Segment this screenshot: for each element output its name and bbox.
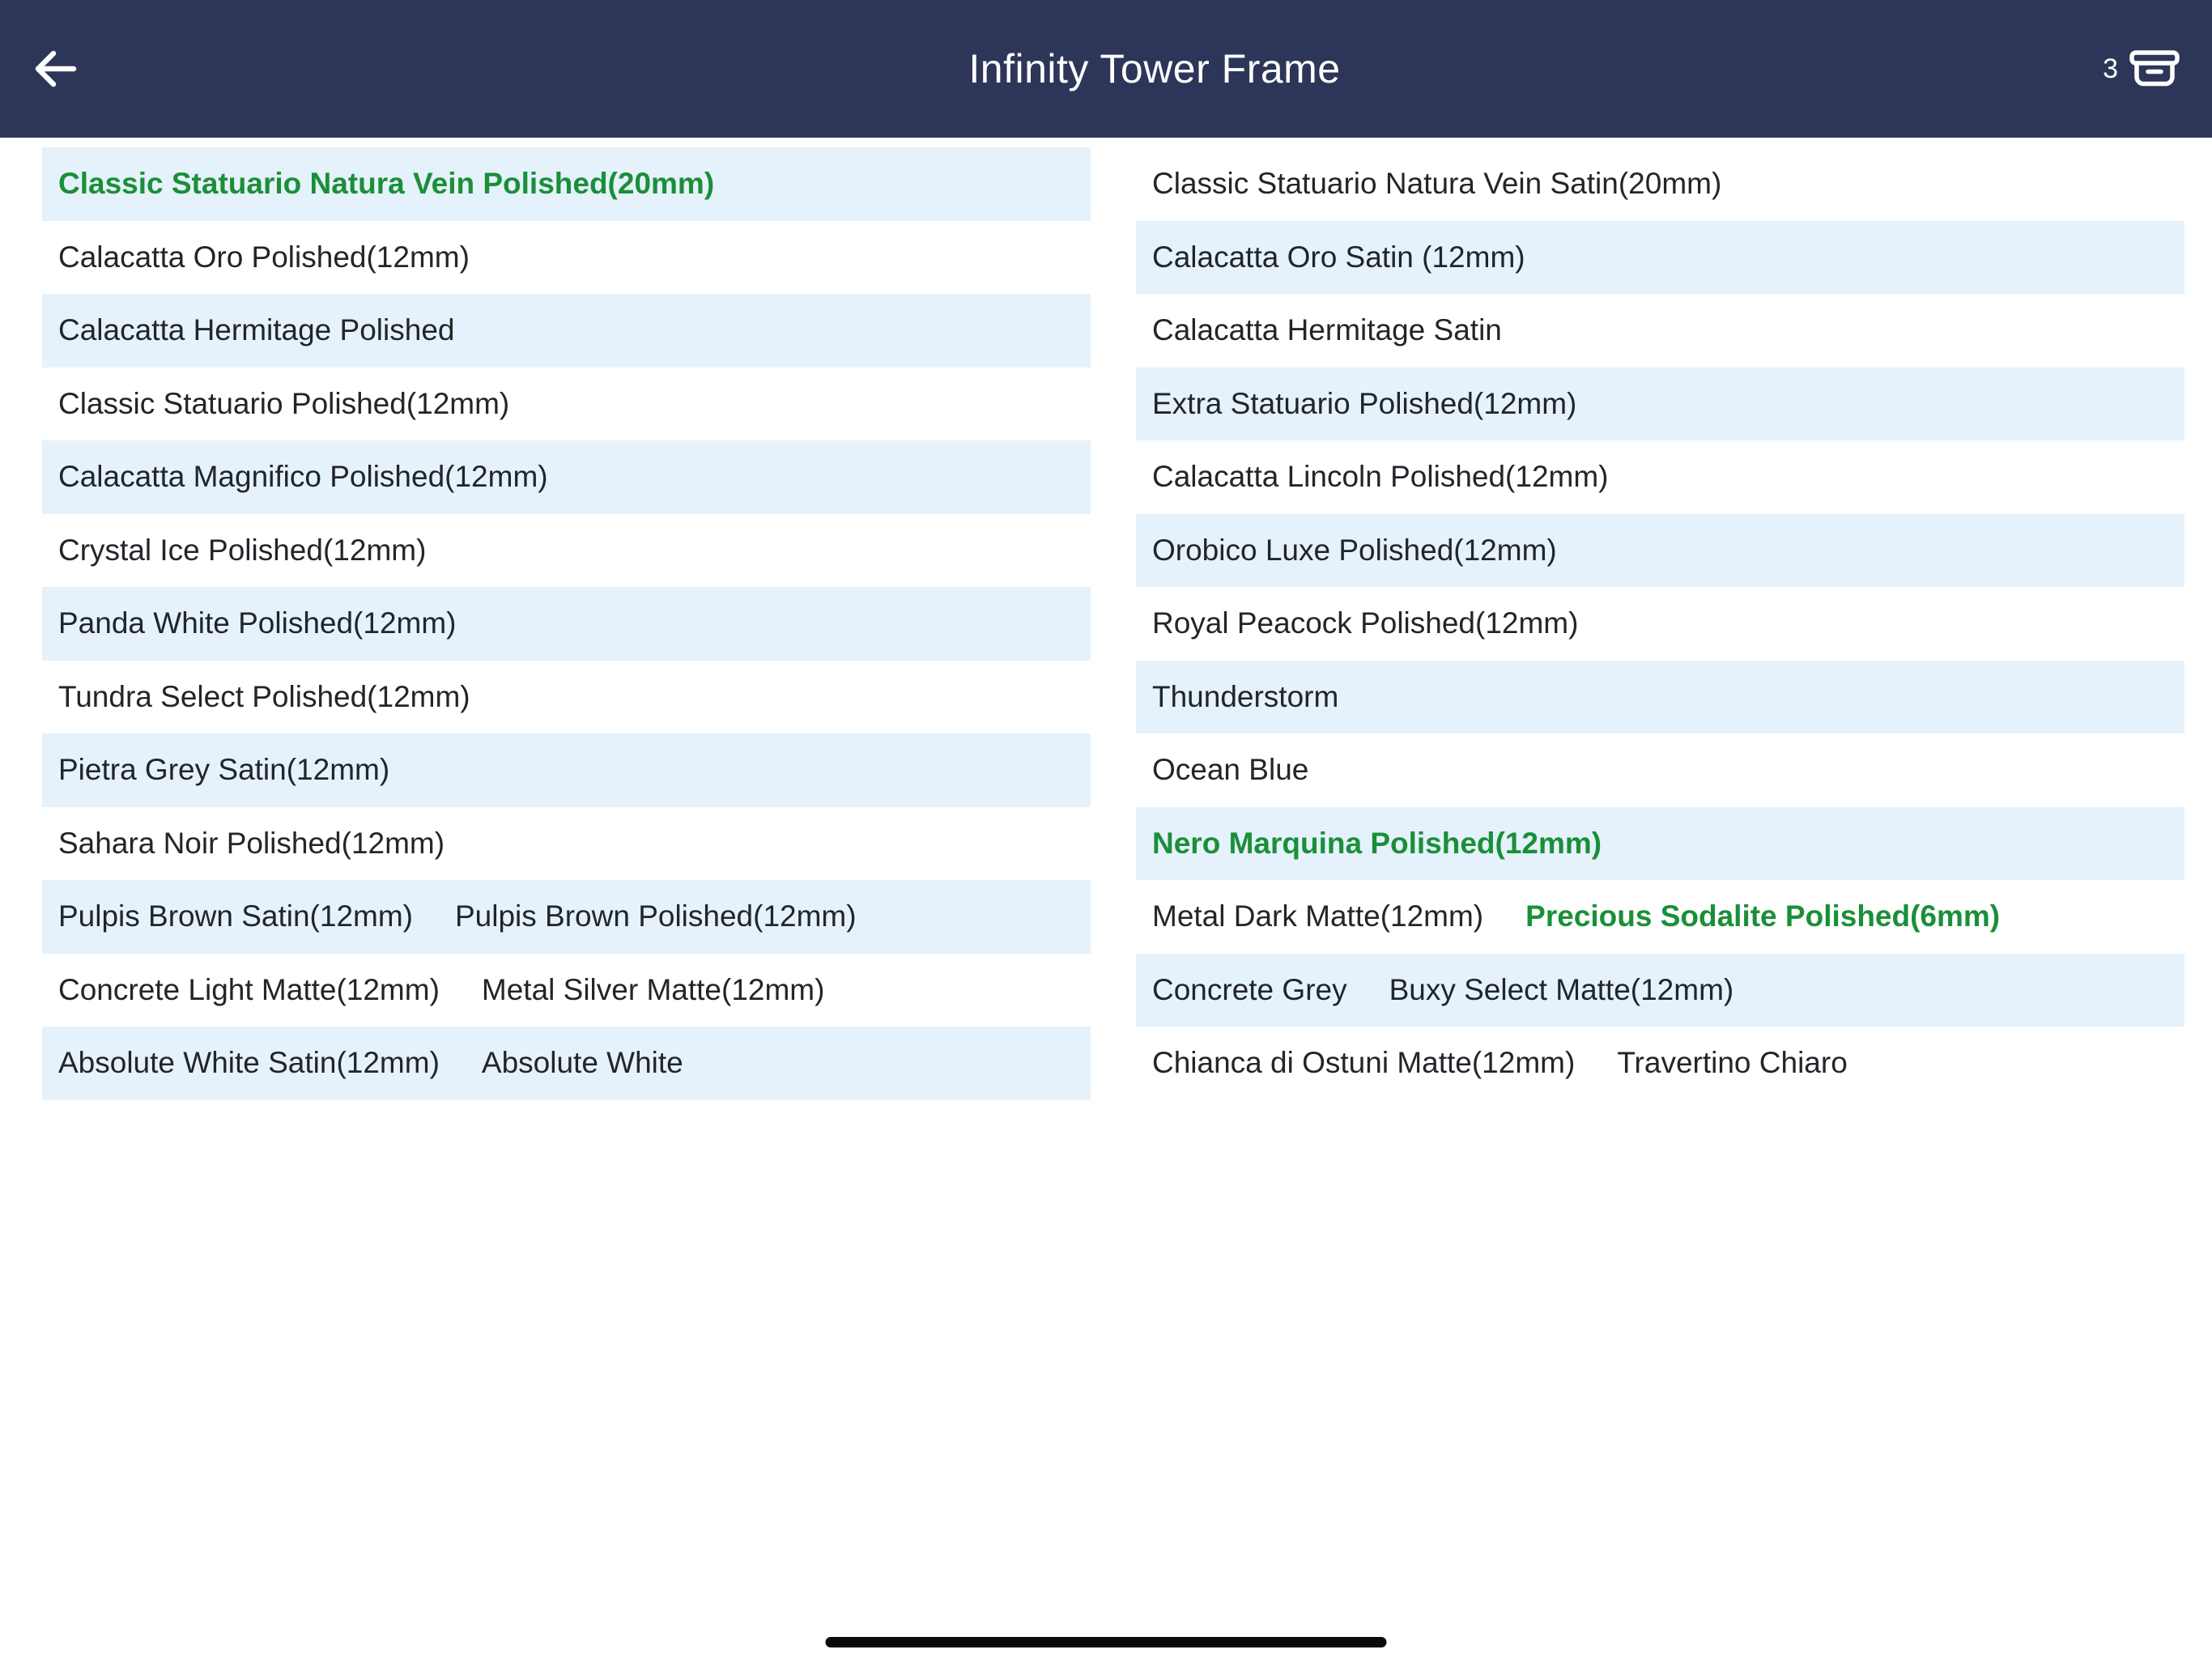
finish-row: [42, 1027, 1091, 1100]
finish-item[interactable]: Orobico Luxe Polished(12mm): [1152, 533, 1557, 567]
finish-row: [1136, 440, 2184, 514]
finish-item[interactable]: Pietra Grey Satin(12mm): [58, 753, 390, 787]
finish-item[interactable]: Calacatta Oro Satin (12mm): [1152, 240, 1525, 274]
finish-row: [1136, 221, 2184, 295]
finish-row: [42, 221, 1091, 295]
finish-row: [42, 587, 1091, 661]
finish-row: [1136, 954, 2184, 1027]
page-title: Infinity Tower Frame: [968, 46, 1341, 91]
finish-item[interactable]: Thunderstorm: [1152, 679, 1339, 713]
finish-item[interactable]: Chianca di Ostuni Matte(12mm): [1152, 1046, 1576, 1080]
finish-row: [42, 294, 1091, 368]
finish-item[interactable]: Calacatta Hermitage Satin: [1152, 313, 1502, 347]
finish-item-selected[interactable]: Precious Sodalite Polished(6mm): [1525, 899, 2001, 933]
finish-row: [42, 661, 1091, 734]
finish-item[interactable]: Extra Statuario Polished(12mm): [1152, 386, 1577, 420]
saved-count: 3: [2103, 53, 2118, 84]
finish-item[interactable]: Royal Peacock Polished(12mm): [1152, 606, 1579, 640]
finish-item[interactable]: Calacatta Hermitage Polished: [58, 313, 455, 347]
finish-item[interactable]: Absolute White: [481, 1046, 683, 1080]
finish-row: [42, 514, 1091, 588]
finish-row: [1136, 1027, 2184, 1100]
finish-row: [1136, 880, 2184, 954]
finish-item[interactable]: Tundra Select Polished(12mm): [58, 679, 470, 713]
finish-item[interactable]: Calacatta Lincoln Polished(12mm): [1152, 460, 1609, 494]
back-button[interactable]: [32, 30, 110, 108]
finish-row: [1136, 294, 2184, 368]
finish-row: [1136, 733, 2184, 807]
finish-column-left: [42, 147, 1091, 1100]
finish-row: [42, 733, 1091, 807]
finish-row: [1136, 587, 2184, 661]
finish-column-right: [1136, 147, 2184, 1100]
app-bar: [0, 0, 2212, 138]
finish-item[interactable]: Concrete Grey: [1152, 972, 1347, 1006]
archive-button[interactable]: [2129, 50, 2180, 87]
finish-item[interactable]: Classic Statuario Natura Vein Satin(20mm): [1152, 167, 1722, 201]
finish-item[interactable]: Panda White Polished(12mm): [58, 606, 457, 640]
finish-item[interactable]: Metal Dark Matte(12mm): [1152, 899, 1484, 933]
finish-row: [1136, 661, 2184, 734]
finish-row: [1136, 368, 2184, 441]
finish-item[interactable]: Concrete Light Matte(12mm): [58, 972, 440, 1006]
finish-item[interactable]: Calacatta Oro Polished(12mm): [58, 240, 470, 274]
finish-item[interactable]: Metal Silver Matte(12mm): [481, 972, 825, 1006]
finish-row: [1136, 147, 2184, 221]
finish-item-selected[interactable]: Classic Statuario Natura Vein Polished(20mm): [58, 167, 715, 201]
finish-row: [42, 880, 1091, 954]
back-arrow-icon: [32, 46, 78, 91]
finish-item[interactable]: Buxy Select Matte(12mm): [1389, 972, 1734, 1006]
finish-row: [1136, 514, 2184, 588]
finish-list: [0, 138, 2212, 1100]
archive-box-icon: [2129, 50, 2180, 87]
home-indicator[interactable]: [826, 1637, 1387, 1647]
finish-item[interactable]: Travertino Chiaro: [1617, 1046, 1848, 1080]
finish-item[interactable]: Pulpis Brown Satin(12mm): [58, 899, 413, 933]
finish-item[interactable]: Pulpis Brown Polished(12mm): [454, 899, 857, 933]
finish-row: [42, 954, 1091, 1027]
finish-item[interactable]: Calacatta Magnifico Polished(12mm): [58, 460, 548, 494]
finish-item-selected[interactable]: Nero Marquina Polished(12mm): [1152, 826, 1602, 860]
finish-item[interactable]: Crystal Ice Polished(12mm): [58, 533, 427, 567]
finish-item[interactable]: Absolute White Satin(12mm): [58, 1046, 440, 1080]
finish-row: [1136, 807, 2184, 881]
finish-row: [42, 147, 1091, 221]
finish-item[interactable]: Sahara Noir Polished(12mm): [58, 826, 445, 860]
saved-count-group: [2103, 50, 2180, 87]
finish-row: [42, 807, 1091, 881]
finish-item[interactable]: Classic Statuario Polished(12mm): [58, 386, 510, 420]
finish-row: [42, 440, 1091, 514]
finish-row: [42, 368, 1091, 441]
finish-item[interactable]: Ocean Blue: [1152, 753, 1309, 787]
